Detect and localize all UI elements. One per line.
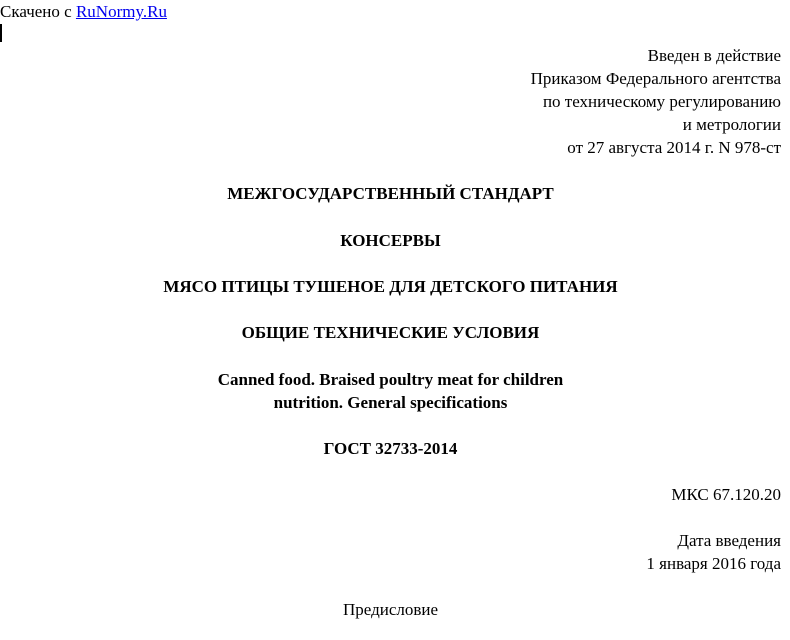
source-link[interactable]: RuNormy.Ru (75, 2, 167, 21)
english-title-line-1: Canned food. Braised poultry meat for children (217, 370, 564, 389)
spec-heading: ОБЩИЕ ТЕХНИЧЕСКИЕ УСЛОВИЯ (241, 323, 540, 342)
approval-line: Введен в действие (647, 46, 781, 65)
source-line (0, 0, 167, 23)
gost-number: ГОСТ 32733-2014 (323, 439, 458, 458)
standard-type-heading: МЕЖГОСУДАРСТВЕННЫЙ СТАНДАРТ (227, 184, 554, 203)
source-prefix: Скачено с (0, 2, 76, 21)
mks-code: МКС 67.120.20 (671, 485, 781, 504)
product-heading: МЯСО ПТИЦЫ ТУШЕНОЕ ДЛЯ ДЕТСКОГО ПИТАНИЯ (163, 277, 618, 296)
english-title-line-2: nutrition. General specifications (273, 393, 508, 412)
introduction-label: Дата введения (677, 531, 781, 550)
preface-title: Предисловие (342, 600, 439, 619)
category-heading: КОНСЕРВЫ (340, 231, 441, 250)
text-cursor (0, 24, 2, 42)
approval-line: Приказом Федерального агентства (530, 69, 781, 88)
introduction-date: 1 января 2016 года (646, 554, 781, 573)
approval-line: и метрологии (682, 115, 781, 134)
approval-block (531, 44, 781, 159)
approval-line: по техническому регулированию (542, 92, 781, 111)
approval-line: от 27 августа 2014 г. N 978-ст (567, 138, 781, 157)
